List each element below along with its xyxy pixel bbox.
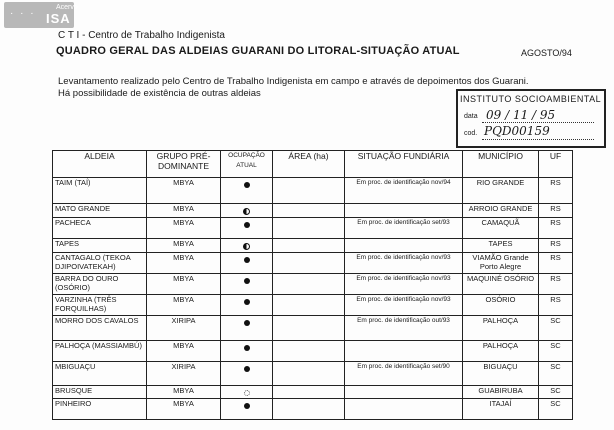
occupation-marker-icon (243, 243, 250, 250)
table-row (53, 316, 573, 341)
occupation-marker-icon (243, 208, 250, 215)
cell-aldeia: MBIGUAÇU (53, 362, 147, 386)
cell-ocupacao (221, 239, 273, 253)
cell-aldeia: MORRO DOS CAVALOS (53, 316, 147, 341)
table-row (53, 386, 573, 399)
table-row (53, 218, 573, 239)
cell-situacao (345, 341, 463, 362)
table-row (53, 239, 573, 253)
cell-area (273, 218, 345, 239)
table-body (53, 178, 573, 420)
table-row (53, 204, 573, 218)
cell-aldeia: BARRA DO OURO (OSÓRIO) (53, 274, 147, 295)
stamp-cod-value: PQD00159 (484, 124, 550, 138)
table-row (53, 341, 573, 362)
cell-situacao (345, 239, 463, 253)
cell-ocupacao (221, 316, 273, 341)
cell-uf: SC (539, 341, 573, 362)
stamp-cod-label: cod. (464, 130, 478, 137)
col-header-situacao: SITUAÇÃO FUNDIÁRIA (345, 151, 463, 178)
occupation-marker-icon (244, 403, 250, 409)
cell-municipio: ARROIO GRANDE (463, 204, 539, 218)
cell-grupo: XIRIPA (147, 362, 221, 386)
cell-situacao: Em proc. de identificação nov/93 (345, 253, 463, 274)
cell-area (273, 386, 345, 399)
cell-situacao: Em proc. de identificação out/93 (345, 316, 463, 341)
cell-situacao: Em proc. de identificação nov/93 (345, 295, 463, 316)
table-header-row (53, 151, 573, 178)
cell-aldeia: PACHECA (53, 218, 147, 239)
cell-grupo: MBYA (147, 341, 221, 362)
isa-logo (4, 2, 78, 28)
cell-municipio: BIGUAÇU (463, 362, 539, 386)
cell-grupo: MBYA (147, 218, 221, 239)
col-header-municipio: MUNICÍPIO (463, 151, 539, 178)
table-row (53, 274, 573, 295)
cell-aldeia: VARZINHA (TRÊS FORQUILHAS) (53, 295, 147, 316)
cell-area (273, 341, 345, 362)
cell-ocupacao (221, 386, 273, 399)
cell-municipio: PALHOÇA (463, 316, 539, 341)
document-date: AGOSTO/94 (521, 48, 572, 58)
note-line-2: Há possibilidade de existência de outras aldeias (58, 88, 261, 99)
cell-uf: SC (539, 399, 573, 420)
cell-situacao: Em proc. de identificação nov/93 (345, 274, 463, 295)
cell-area (273, 204, 345, 218)
cell-uf: RS (539, 204, 573, 218)
stamp-divider (482, 139, 594, 140)
cell-aldeia: CANTAGALO (TEKOA DJIPOIVATEKAH) (53, 253, 147, 274)
cell-ocupacao (221, 295, 273, 316)
cell-uf: RS (539, 218, 573, 239)
cell-area (273, 178, 345, 204)
cell-ocupacao (221, 218, 273, 239)
col-header-ocupacao: OCUPAÇÃO ATUAL (221, 151, 273, 178)
stamp-institution: INSTITUTO SOCIOAMBIENTAL (460, 94, 602, 104)
logo-bottom-text: ISA (46, 11, 71, 26)
cell-municipio: TAPES (463, 239, 539, 253)
cell-grupo: MBYA (147, 253, 221, 274)
occupation-marker-icon (244, 182, 250, 188)
cell-situacao: Em proc. de identificação set/90 (345, 362, 463, 386)
cell-uf: SC (539, 316, 573, 341)
cell-aldeia: BRUSQUE (53, 386, 147, 399)
cell-ocupacao (221, 274, 273, 295)
table-row (53, 295, 573, 316)
stamp-data-label: data (464, 113, 478, 120)
cell-uf: RS (539, 274, 573, 295)
cell-municipio: GUABIRUBA (463, 386, 539, 399)
cell-aldeia: PALHOÇA (MASSIAMBÚ) (53, 341, 147, 362)
occupation-marker-icon (244, 257, 250, 263)
stamp-data-value: 09 / 11 / 95 (486, 108, 556, 122)
occupation-marker-icon (244, 278, 250, 284)
cell-uf: SC (539, 386, 573, 399)
cell-municipio: VIAMÃO Grande Porto Alegre (463, 253, 539, 274)
col-header-area: ÁREA (ha) (273, 151, 345, 178)
cell-grupo: MBYA (147, 386, 221, 399)
col-header-grupo: GRUPO PRÉ-DOMINANTE (147, 151, 221, 178)
cell-municipio: CAMAQUÃ (463, 218, 539, 239)
cell-ocupacao (221, 178, 273, 204)
cell-ocupacao (221, 204, 273, 218)
cell-situacao (345, 204, 463, 218)
cell-area (273, 399, 345, 420)
cell-situacao: Em proc. de identificação set/93 (345, 218, 463, 239)
cell-area (273, 274, 345, 295)
occupation-marker-icon (244, 320, 250, 326)
table-row (53, 253, 573, 274)
cell-uf: RS (539, 239, 573, 253)
occupation-marker-icon (244, 390, 250, 396)
archive-stamp (456, 89, 606, 148)
cell-grupo: MBYA (147, 274, 221, 295)
cell-ocupacao (221, 341, 273, 362)
cell-municipio: ITAJAÍ (463, 399, 539, 420)
organization-name: C T I - Centro de Trabalho Indigenista (58, 30, 225, 41)
cell-grupo: MBYA (147, 204, 221, 218)
cell-aldeia: PINHEIRO (53, 399, 147, 420)
cell-aldeia: TAPES (53, 239, 147, 253)
cell-situacao: Em proc. de identificação nov/94 (345, 178, 463, 204)
cell-municipio: OSÓRIO (463, 295, 539, 316)
cell-area (273, 253, 345, 274)
occupation-marker-icon (244, 222, 250, 228)
cell-ocupacao (221, 399, 273, 420)
occupation-marker-icon (244, 299, 250, 305)
table-row (53, 399, 573, 420)
occupation-marker-icon (244, 345, 250, 351)
cell-aldeia: TAIM (TAÍ) (53, 178, 147, 204)
cell-grupo: MBYA (147, 399, 221, 420)
cell-uf: RS (539, 178, 573, 204)
stamp-divider (482, 122, 594, 123)
col-header-aldeia: ALDEIA (53, 151, 147, 178)
cell-grupo: XIRIPA (147, 316, 221, 341)
cell-situacao (345, 399, 463, 420)
occupation-marker-icon (244, 366, 250, 372)
cell-municipio: PALHOÇA (463, 341, 539, 362)
note-line-1: Levantamento realizado pelo Centro de Trabalho Indigenista em campo e através de depoimentos dos Guarani. (58, 76, 529, 87)
cell-grupo: MBYA (147, 295, 221, 316)
cell-aldeia: MATO GRANDE (53, 204, 147, 218)
cell-uf: RS (539, 253, 573, 274)
cell-situacao (345, 386, 463, 399)
cell-area (273, 362, 345, 386)
table-row (53, 362, 573, 386)
cell-area (273, 295, 345, 316)
table-row (53, 178, 573, 204)
col-header-uf: UF (539, 151, 573, 178)
cell-uf: SC (539, 362, 573, 386)
document-title: QUADRO GERAL DAS ALDEIAS GUARANI DO LITORAL-SITUAÇÃO ATUAL (56, 45, 460, 57)
cell-area (273, 316, 345, 341)
cell-municipio: RIO GRANDE (463, 178, 539, 204)
cell-ocupacao (221, 362, 273, 386)
cell-grupo: MBYA (147, 178, 221, 204)
cell-grupo: MBYA (147, 239, 221, 253)
cell-municipio: MAQUINÉ OSÓRIO (463, 274, 539, 295)
logo-top-text: Acervo (56, 4, 78, 11)
logo-mark: · · · (10, 8, 36, 19)
cell-area (273, 239, 345, 253)
cell-ocupacao (221, 253, 273, 274)
cell-uf: RS (539, 295, 573, 316)
villages-table (52, 150, 573, 420)
